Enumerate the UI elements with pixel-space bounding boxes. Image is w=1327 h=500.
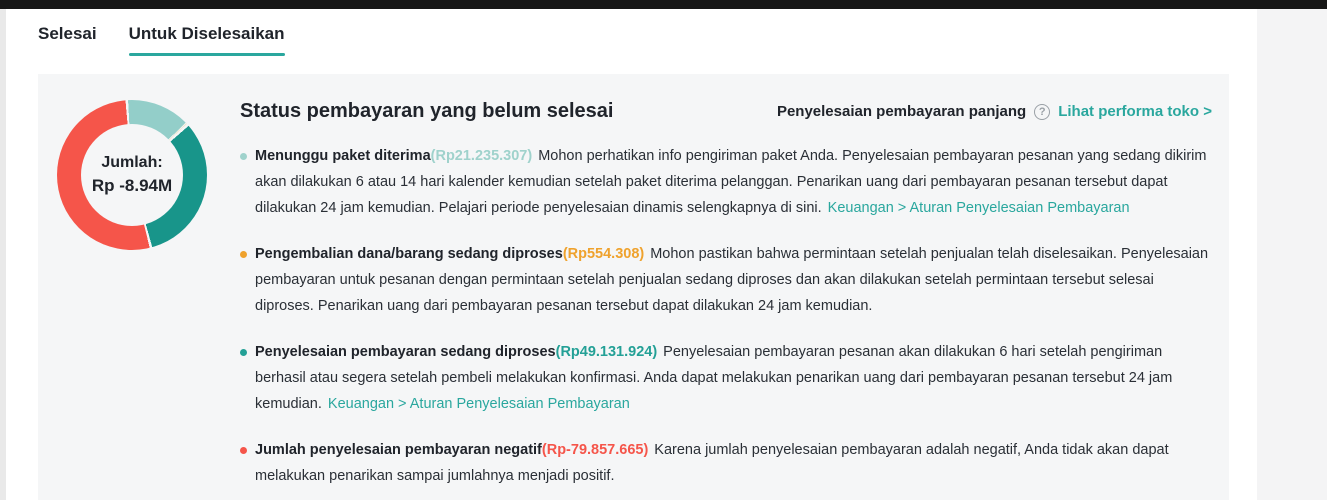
tab-selesai[interactable]: Selesai [38,24,97,43]
tab-untuk-diselesaikan[interactable]: Untuk Diselesaikan [129,24,285,56]
item-title: Pengembalian dana/barang sedang diproses [255,246,563,262]
list-item-menunggu-paket [240,143,1212,221]
long-settlement-label: Penyelesaian pembayaran panjang [776,103,1027,120]
item-amount: (Rp49.131.924) [555,344,658,360]
item-title: Menunggu paket diterima [255,148,431,164]
item-body: Mohon pastikan bahwa permintaan setelah penjualan telah diselesaikan. Penyelesaian pembayaran untuk pesanan dengan permintaan setelah penjualan sedang diproses dan akan dilakukan setelah permintaan tersebut selesai diproses. Penarikan uang dari pembayaran pesanan tersebut dapat dilakukan 24 jam kemudian. [255,246,1209,314]
item-amount: (Rp21.235.307) [430,148,533,164]
top-black-bar [0,0,1327,9]
bullet-dot [240,349,247,356]
keuangan-rules-link[interactable]: Keuangan > Aturan Penyelesaian Pembayaran [827,200,1130,216]
list-item-pengembalian-dana [240,241,1212,319]
item-text [255,241,1212,319]
settlement-status-card [38,74,1229,500]
list-item-jumlah-negatif [240,437,1212,489]
page-title: Status pembayaran yang belum selesai [240,100,614,122]
donut-ring [57,100,207,250]
item-body: Karena jumlah penyelesaian pembayaran adalah negatif, Anda tidak akan dapat melakukan penarikan sampai jumlahnya menjadi positif. [255,442,1169,484]
item-text [255,143,1212,221]
card-content [240,100,1212,500]
item-body: Mohon perhatikan info pengiriman paket Anda. Penyelesaian pembayaran pesanan yang sedang dikirim akan dilakukan 6 atau 14 hari kalender kemudian setelah paket diterima pelanggan. Penarikan uang dari pembayaran pesanan tersebut dapat dilakukan 24 jam kemudian. Pelajari periode penyelesaian dinamis selengkapnya di sini. [255,148,1207,216]
adjacent-panel-strip [1257,9,1327,500]
tab-bar [38,24,285,56]
item-title: Jumlah penyelesaian pembayaran negatif [255,442,542,458]
donut-center-value: Rp -8.94M [91,176,173,195]
item-amount: (Rp-79.857.665) [541,442,649,458]
list-item-penyelesaian-diproses [240,339,1212,417]
card-header [240,100,1212,123]
left-edge-strip [0,9,6,500]
bullet-dot [240,153,247,160]
item-body: Penyelesaian pembayaran pesanan akan dilakukan 6 hari setelah pengiriman berhasil atau segera setelah pembeli melakukan konfirmasi. Anda dapat melakukan penarikan uang dari pembayaran pesanan tersebut 24 jam kemudian. [255,344,1173,412]
item-amount: (Rp554.308) [562,246,645,262]
donut-center [81,124,183,226]
item-text [255,339,1212,417]
item-text [255,437,1212,489]
header-right-group [777,103,1212,120]
store-performance-link[interactable]: Lihat performa toko > [1058,103,1212,120]
settlement-donut-chart [57,100,207,250]
bullet-dot [240,251,247,258]
bullet-dot [240,447,247,454]
help-icon[interactable]: ? [1034,104,1050,120]
keuangan-rules-link[interactable]: Keuangan > Aturan Penyelesaian Pembayaran [327,396,630,412]
donut-center-label: Jumlah: [101,154,163,171]
item-title: Penyelesaian pembayaran sedang diproses [255,344,556,360]
